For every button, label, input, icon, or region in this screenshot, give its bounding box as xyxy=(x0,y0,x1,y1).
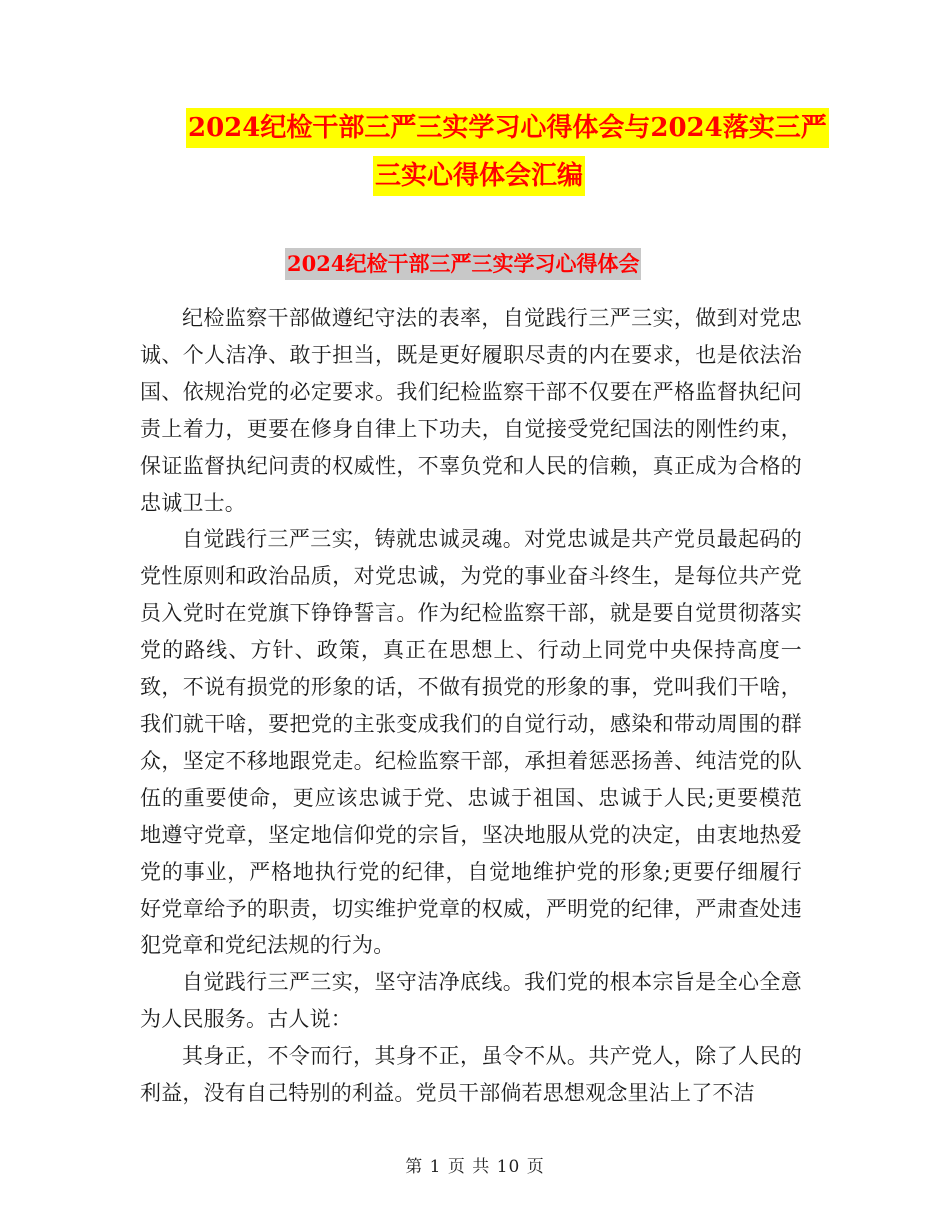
paragraph: 其身正，不令而行，其身不正，虽令不从。共产党人，除了人民的利益，没有自己特别的利益。党员干部倘若思想观念里沾上了不洁 xyxy=(140,1044,802,1106)
title-line-2: 三实心得体会汇编 xyxy=(373,156,585,196)
paragraph: 自觉践行三严三实，坚守洁净底线。我们党的根本宗旨是全心全意为人民服务。古人说： xyxy=(140,970,802,1032)
section-heading: 2024纪检干部三严三实学习心得体会 xyxy=(285,248,641,280)
paragraph: 自觉践行三严三实，铸就忠诚灵魂。对党忠诚是共产党员最起码的党性原则和政治品质，对党忠诚，为党的事业奋斗终生，是每位共产党员入党时在党旗下铮铮誓言。作为纪检监察干部，就是要自觉贯彻落实党的路线、方针、政策，真正在思想上、行动上同党中央保持高度一致，不说有损党的形象的话，不做有损党的形象的事，党叫我们干啥，我们就干啥，要把党的主张变成我们的自觉行动，感染和带动周围的群众，坚定不移地跟党走。纪检监察干部，承担着惩恶扬善、纯洁党的队伍的重要使命，更应该忠诚于党、忠诚于祖国、忠诚于人民;更要模范地遵守党章，坚定地信仰党的宗旨，坚决地服从党的决定，由衷地热爱党的事业，严格地执行党的纪律，自觉地维护党的形象;更要仔细履行好党章给予的职责，切实维护党章的权威，严明党的纪律，严肃查处违犯党章和党纪法规的行为。 xyxy=(140,527,802,958)
paragraph: 纪检监察干部做遵纪守法的表率，自觉践行三严三实，做到对党忠诚、个人洁净、敢于担当，既是更好履职尽责的内在要求，也是依法治国、依规治党的必定要求。我们纪检监察干部不仅要在严格监督执纪问责上着力，更要在修身自律上下功夫，自觉接受党纪国法的刚性约束，保证监督执纪问责的权威性，不辜负党和人民的信赖，真正成为合格的忠诚卫士。 xyxy=(140,306,802,515)
page-footer: 第 1 页 共 10 页 xyxy=(405,1157,545,1177)
title-line-1: 2024纪检干部三严三实学习心得体会与2024落实三严 xyxy=(186,108,829,148)
body-text xyxy=(140,300,802,1112)
